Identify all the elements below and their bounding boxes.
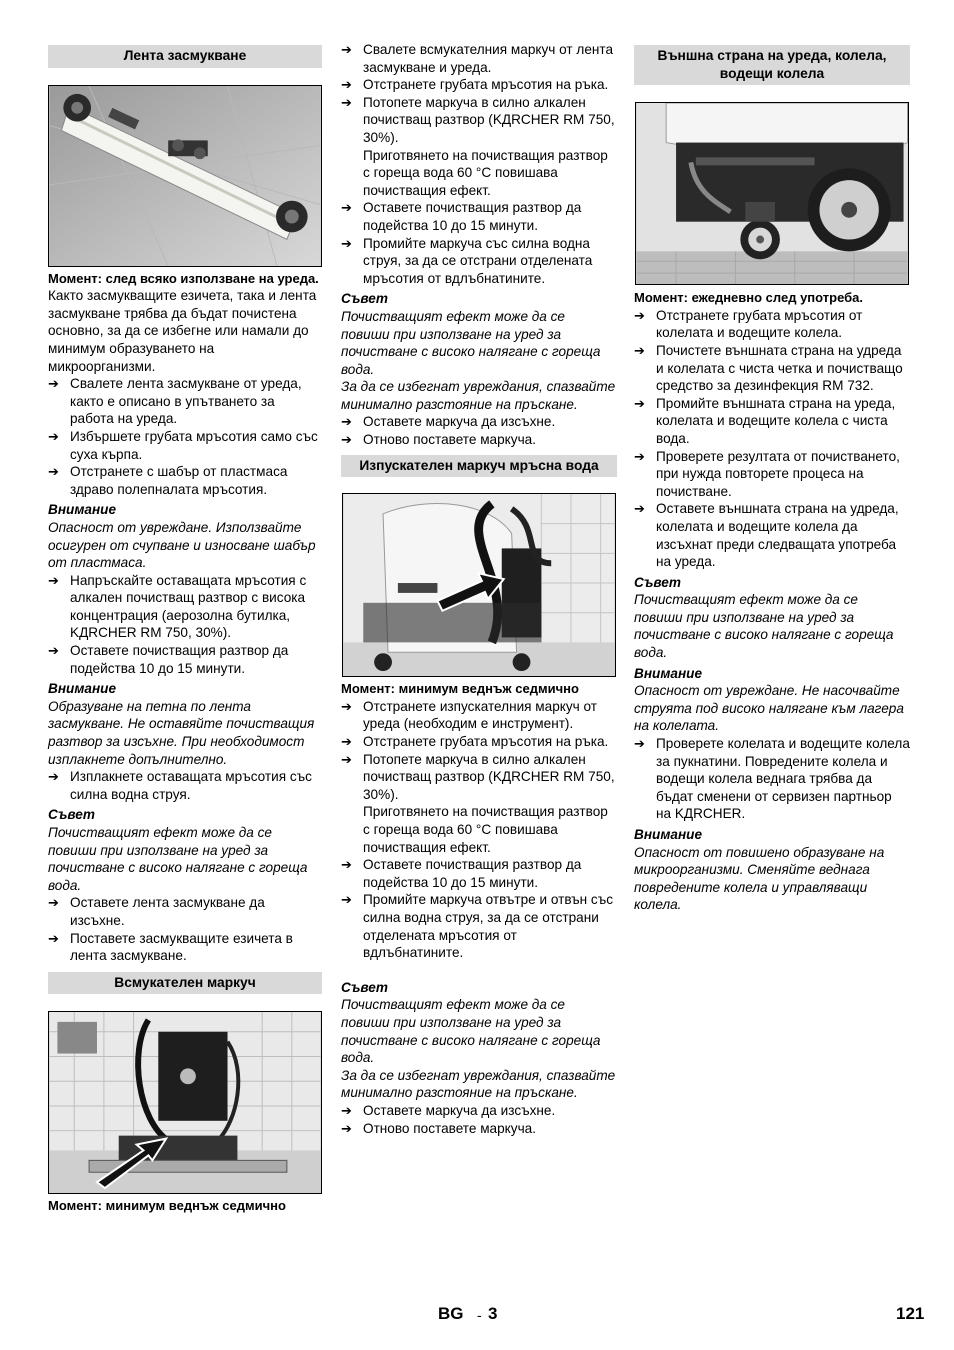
arrow-icon: ➔: [48, 930, 59, 946]
list-item: ➔ Промийте маркуча отвътре и отвън със силна водна струя, за да се отстрани отделената мръсотия от вдлъбнатините.: [341, 892, 613, 961]
list-item: ➔ Отстранете изпускателния маркуч от уреда (необходим е инструмент).: [341, 698, 598, 732]
warning-text: Опасност от увреждане. Използвайте осигурен от счупване и износване шабър от пластмаса.: [48, 519, 316, 571]
warning-text: Опасност от повишено образуване на микроорганизми. Сменяйте веднага повредените колела и управляващи колела.: [634, 844, 885, 913]
suction-bar-photo: [49, 86, 321, 266]
suction-hose-photo: [49, 1012, 321, 1193]
warning-text: Опасност от увреждане. Не насочвайте струята под високо налягане към лагера на колелата.: [634, 683, 904, 734]
figure-suction-bar: [48, 85, 322, 267]
list-item: ➔ Отстранете грубата мръсотия на ръка.: [341, 734, 609, 750]
drain-hose-photo: [343, 494, 615, 676]
footer-dash: -: [477, 1307, 482, 1323]
caption-suction-hose: Момент: минимум веднъж седмично: [48, 1198, 286, 1214]
caption-drain-hose: Момент: минимум веднъж седмично: [341, 681, 579, 697]
page-number: 121: [896, 1304, 925, 1323]
section-heading-suction-hose: Всмукателен маркуч: [48, 972, 322, 995]
arrow-icon: ➔: [341, 698, 352, 714]
arrow-icon: ➔: [48, 895, 59, 911]
footer-language: BG: [438, 1304, 464, 1323]
arrow-icon: ➔: [634, 307, 645, 323]
list-item: ➔ Оставете лента засмукване да изсъхне.: [48, 895, 265, 928]
section-heading-exterior-wheels: Външна страна на уреда, колела, водещи колела: [634, 45, 910, 85]
list-item: ➔ Промийте маркуча със силна водна струя, за да се отстрани отделената мръсотия от вдлъбнатините.: [341, 235, 593, 286]
column-3: [634, 38, 910, 914]
list-item: ➔ Промийте външната страна на уреда, колелата и водещите колела с чиста вода.: [634, 395, 896, 446]
tip-heading: Съвет: [341, 291, 388, 307]
tip-text: За да се избегнат увреждания, спазвайте минимално разстояние на пръскане.: [341, 379, 616, 412]
warning-heading: Внимание: [634, 665, 703, 681]
arrow-icon: ➔: [634, 342, 645, 358]
arrow-icon: ➔: [48, 769, 59, 785]
arrow-icon: ➔: [48, 376, 59, 392]
list-item: ➔ Проверете резултата от почистването, при нужда повторете процеса на почистване.: [634, 448, 900, 499]
wheels-photo: [636, 103, 908, 284]
steps-group-2: [48, 572, 322, 678]
list-item: ➔ Почистете външната страна на удреда и колелата с чиста четка и почистващо средство за дезинфекция RM 732.: [634, 342, 903, 394]
list-item: ➔ Оставете външната страна на удреда, колелата и водещите колела да изсъхнат преди следващата употреба на уреда.: [634, 501, 899, 570]
arrow-icon: ➔: [634, 395, 645, 411]
section-heading-drain-hose: Изпускателен маркуч мръсна вода: [341, 455, 617, 478]
arrow-icon: ➔: [341, 892, 352, 908]
tip-text: Почистващият ефект може да се повиши при използване на уред за почистване с високо налягане с гореща вода.: [341, 308, 601, 377]
list-item: ➔ Оставете почистващия разтвор да подейства 10 до 15 минути.: [48, 643, 289, 676]
figure-wheels: [635, 102, 909, 285]
tip-text: Почистващият ефект може да се повиши при използване на уред за почистване с високо налягане с гореща вода.: [48, 825, 308, 893]
arrow-icon: ➔: [341, 432, 352, 448]
warning-heading: Внимание: [634, 827, 703, 842]
tip-text: Почистващият ефект може да се повиши при използване на уред за почистване с високо налягане с гореща вода.: [341, 997, 601, 1066]
arrow-icon: ➔: [341, 1120, 352, 1136]
list-item: ➔ Отново поставете маркуча.: [341, 1120, 536, 1136]
arrow-icon: ➔: [341, 42, 352, 57]
arrow-icon: ➔: [634, 501, 645, 517]
arrow-icon: ➔: [341, 857, 352, 873]
arrow-icon: ➔: [341, 94, 352, 110]
list-item: ➔ Оставете почистващия разтвор да подейства 10 до 15 минути.: [341, 857, 582, 890]
list-item: ➔ Свалете лента засмукване от уреда, както е описано в упътването за работа на уреда.: [48, 376, 302, 427]
warning-text: Образуване на петна по лента засмукване. Не оставяйте почистващия разтвор за изсъхне. При необходимост изплакнете допълнително.: [48, 698, 315, 767]
tip-heading: Съвет: [48, 807, 95, 823]
list-item: ➔ Отново поставете маркуча.: [341, 432, 536, 448]
paragraph-intro: Както засмукващите езичета, така и лента засмукване трябва да бъдат почистена основно, за да се избегне или намали до минимум образуването на микроорганизми.: [48, 288, 317, 374]
caption-suction-bar: Момент: след всяко използване на уреда.: [48, 270, 319, 286]
list-item: ➔ Свалете всмукателния маркуч от лента засмукване и уреда.: [341, 42, 614, 75]
arrow-icon: ➔: [48, 572, 59, 588]
list-item: ➔ Поставете засмукващите езичета в лента засмукване.: [48, 930, 293, 964]
list-item: ➔ Напръскайте оставащата мръсотия с алкален почистващ разтвор с висока концентрация (аерозолна бутилка, KДRCHER RM 750, 30%).: [48, 572, 307, 641]
tip-heading: Съвет: [341, 979, 388, 995]
sub-paragraph: Приготвянето на почистващия разтвор с гореща вода 60 °C повишава почистващия ефект.: [363, 147, 608, 198]
list-item: ➔ Потопете маркуча в силно алкален почистващ разтвор (KДRCHER RM 750, 30%).: [341, 94, 615, 145]
warning-heading: Внимание: [48, 502, 117, 518]
arrow-icon: ➔: [48, 464, 59, 480]
list-item: ➔ Оставете маркуча да изсъхне.: [341, 414, 556, 430]
list-item: ➔ Оставете маркуча да изсъхне.: [341, 1102, 556, 1118]
section-heading-suction-bar: Лента засмукване: [48, 45, 322, 68]
list-item: ➔ Проверете колелата и водещите колела за пукнатини. Повредените колела и водещи колела веднага трябва да бъдат сменени от сервизен партньор на KДRCHER.: [634, 736, 910, 822]
arrow-icon: ➔: [341, 414, 352, 430]
sub-paragraph: Приготвянето на почистващия разтвор с гореща вода 60 °C повишава почистващия ефект.: [363, 804, 608, 855]
list-item: ➔ Потопете маркуча в силно алкален почистващ разтвор (KДRCHER RM 750, 30%).: [341, 751, 615, 802]
arrow-icon: ➔: [341, 235, 352, 251]
list-item: ➔ Отстранете с шабър от пластмаса здраво полепналата мръсотия.: [48, 464, 288, 497]
list-item: ➔ Отстранете грубата мръсотия на ръка.: [341, 77, 609, 93]
tip-text: Почистващият ефект може да се повиши при използване на уред за почистване с високо налягане с гореща вода.: [634, 592, 894, 661]
arrow-icon: ➔: [341, 1102, 352, 1118]
arrow-icon: ➔: [48, 428, 59, 444]
arrow-icon: ➔: [341, 751, 352, 767]
arrow-icon: ➔: [634, 448, 645, 464]
figure-suction-hose: [48, 1011, 322, 1194]
arrow-icon: ➔: [341, 734, 352, 750]
list-item: ➔ Изплакнете оставащата мръсотия със силна водна струя.: [48, 769, 312, 802]
arrow-icon: ➔: [341, 200, 352, 216]
column-2: [341, 41, 617, 1137]
arrow-icon: ➔: [48, 643, 59, 659]
list-item: ➔ Оставете почистващия разтвор да подейства 10 до 15 минути.: [341, 200, 582, 233]
list-item: ➔ Избършете грубата мръсотия само със суха кърпа.: [48, 428, 318, 462]
tip-text: За да се избегнат увреждания, спазвайте минимално разстояние на пръскане.: [341, 1067, 616, 1101]
tip-heading: Съвет: [634, 574, 681, 590]
arrow-icon: ➔: [341, 77, 352, 93]
column-1: [48, 38, 322, 1215]
arrow-icon: ➔: [634, 736, 645, 752]
figure-drain-hose: [342, 493, 616, 677]
warning-heading: Внимание: [48, 681, 117, 697]
caption-wheels: Момент: ежедневно след употреба.: [634, 290, 864, 306]
footer-section-number: 3: [488, 1304, 498, 1323]
steps-group-1: [48, 375, 322, 498]
list-item: ➔ Отстранете грубата мръсотия от колелата и водещите колела.: [634, 307, 863, 341]
